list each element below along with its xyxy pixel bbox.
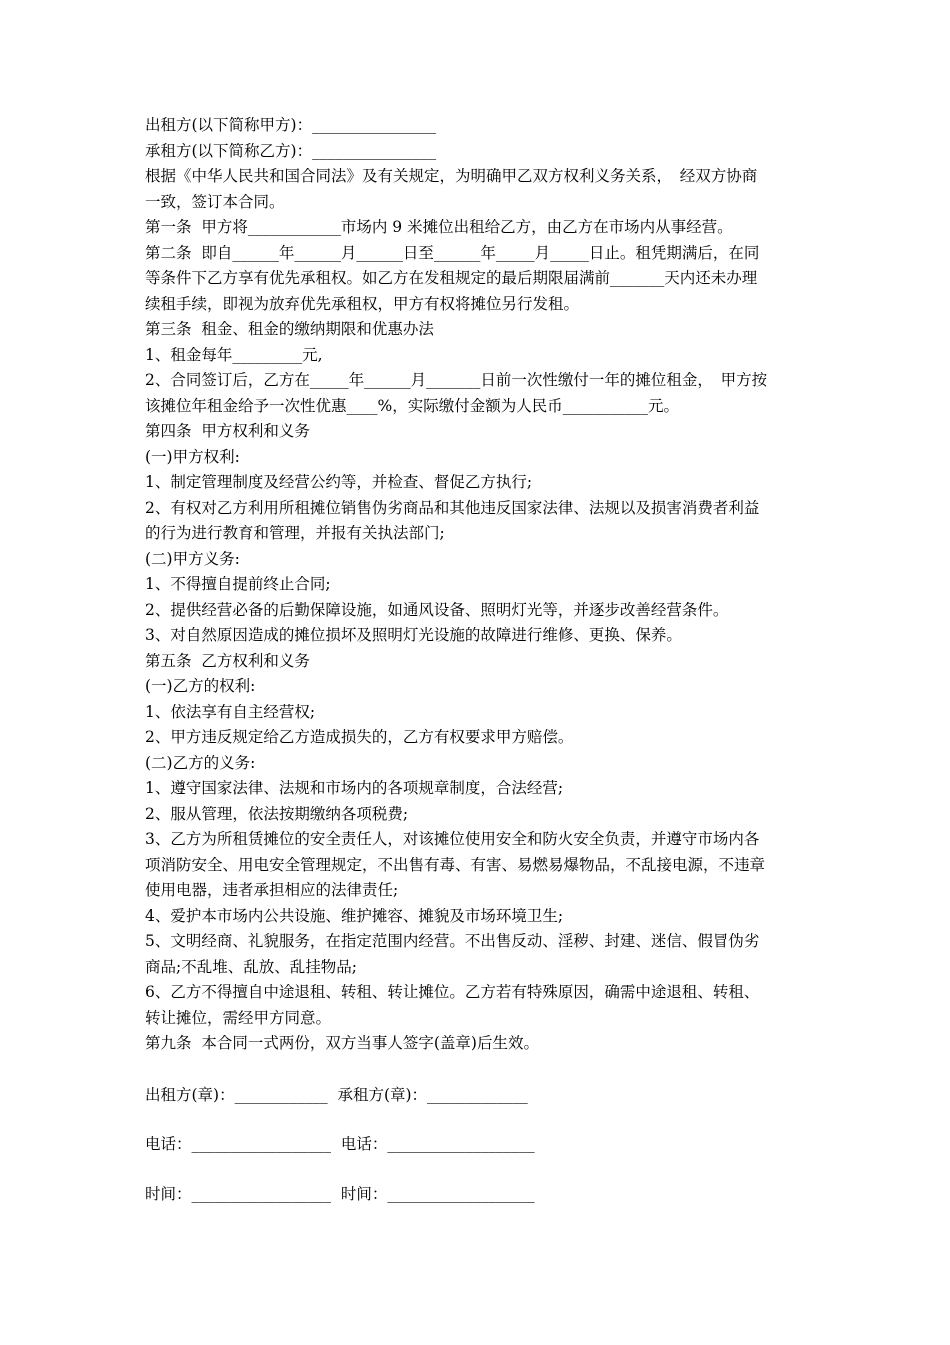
party-b-duties-2: 2、服从管理，依法按期缴纳各项税费; [145, 804, 409, 823]
lessee-line: 承租方(以下简称乙方)：________________ [145, 141, 437, 160]
party-a-rights-2-line-1: 2、有权对乙方利用所租摊位销售伪劣商品和其他违反国家法律、法规以及损害消费者利益 [145, 498, 760, 517]
party-a-duties-2: 2、提供经营必备的后勤保障设施，如通风设备、照明灯光等，并逐步改善经营条件。 [145, 600, 729, 619]
party-b-rights-2: 2、甲方违反规定给乙方造成损失的，乙方有权要求甲方赔偿。 [145, 728, 574, 746]
party-b-duties-3-line-2: 项消防安全、用电安全管理规定，不出售有毒、有害、易燃易爆物品，不乱接电源，不违章 [145, 855, 766, 874]
lessor-line: 出租方(以下简称甲方)：________________ [145, 116, 437, 134]
party-b-duties-6-line-1: 6、乙方不得擅自中途退租、转租、转让摊位。乙方若有特殊原因，确需中途退租、转租、 [145, 983, 760, 1001]
party-b-duties-4: 4、爱护本市场内公共设施、维护摊容、摊貌及市场环境卫生; [145, 906, 564, 925]
article-3-item-2-line-2: 该摊位年租金给予一次性优惠____%，实际缴付金额为人民币___________元。 [145, 396, 679, 415]
article-4-heading: 第四条 甲方权利和义务 [145, 422, 310, 440]
party-b-duties-5-line-1: 5、文明经商、礼貌服务，在指定范围内经营。不出售反动、淫秽、封建、迷信、假冒伪劣 [145, 932, 760, 950]
article-2-line-2: 等条件下乙方享有优先承租权。如乙方在发租规定的最后期限届满前_______天内还未办理 [145, 269, 758, 287]
party-a-duties-3: 3、对自然原因造成的摊位损坏及照明灯光设施的故障进行维修、更换、保养。 [145, 626, 682, 644]
spacer [145, 1158, 813, 1182]
seal-signature-line: 出租方(章)：____________ 承租方(章)：_____________ [145, 1085, 528, 1104]
article-9: 第九条 本合同一式两份，双方当事人签字(盖章)后生效。 [145, 1034, 539, 1052]
party-a-rights-1: 1、制定管理制度及经营公约等，并检查、督促乙方执行; [145, 473, 533, 491]
spacer [145, 1108, 813, 1132]
preamble-line-2: 一致，签订本合同。 [145, 192, 285, 211]
party-b-rights-1: 1、依法享有自主经营权; [145, 702, 316, 721]
preamble-line-1: 根据《中华人民共和国合同法》及有关规定，为明确甲乙双方权利义务关系， 经双方协商 [145, 167, 758, 185]
article-3-item-2-line-1: 2、合同签订后，乙方在_____年______月_______日前一次性缴付一年的摊位租金， 甲方按 [145, 371, 768, 389]
party-b-rights-heading: (一)乙方的权利: [145, 677, 256, 695]
article-3-item-1: 1、租金每年_________元, [145, 345, 323, 364]
article-2-line-1: 第二条 即自______年______月______日至______年_____月_____日止。租凭期满后，在同 [145, 243, 760, 262]
article-3-heading: 第三条 租金、租金的缴纳期限和优惠办法 [145, 320, 434, 338]
article-5-heading: 第五条 乙方权利和义务 [145, 651, 310, 670]
contract-document [145, 113, 813, 1207]
party-a-duties-1: 1、不得擅自提前终止合同; [145, 575, 331, 593]
party-a-rights-heading: (一)甲方权利: [145, 447, 240, 466]
article-2-line-3: 续租手续，即视为放弃优先承租权，甲方有权将摊位另行发租。 [145, 294, 580, 313]
phone-signature-line: 电话：__________________ 电话：___________________ [145, 1135, 535, 1153]
party-a-rights-2-line-2: 的行为进行教育和管理，并报有关执法部门; [145, 524, 445, 542]
party-a-duties-heading: (二)甲方义务: [145, 549, 240, 568]
time-signature-line: 时间：__________________ 时间：___________________ [145, 1184, 535, 1203]
party-b-duties-6-line-2: 转让摊位，需经甲方同意。 [145, 1008, 332, 1027]
party-b-duties-5-line-2: 商品;不乱堆、乱放、乱挂物品; [145, 957, 357, 976]
party-b-duties-3-line-1: 3、乙方为所租赁摊位的安全责任人，对该摊位使用安全和防火安全负责，并遵守市场内各 [145, 830, 760, 848]
spacer [145, 1057, 813, 1083]
party-b-duties-heading: (二)乙方的义务: [145, 753, 256, 772]
party-b-duties-1: 1、遵守国家法律、法规和市场内的各项规章制度，合法经营; [145, 779, 564, 797]
party-b-duties-3-line-3: 使用电器，违者承担相应的法律责任; [145, 881, 399, 899]
article-1: 第一条 甲方将____________市场内 9 米摊位出租给乙方，由乙方在市场内从事经营。 [145, 218, 733, 236]
